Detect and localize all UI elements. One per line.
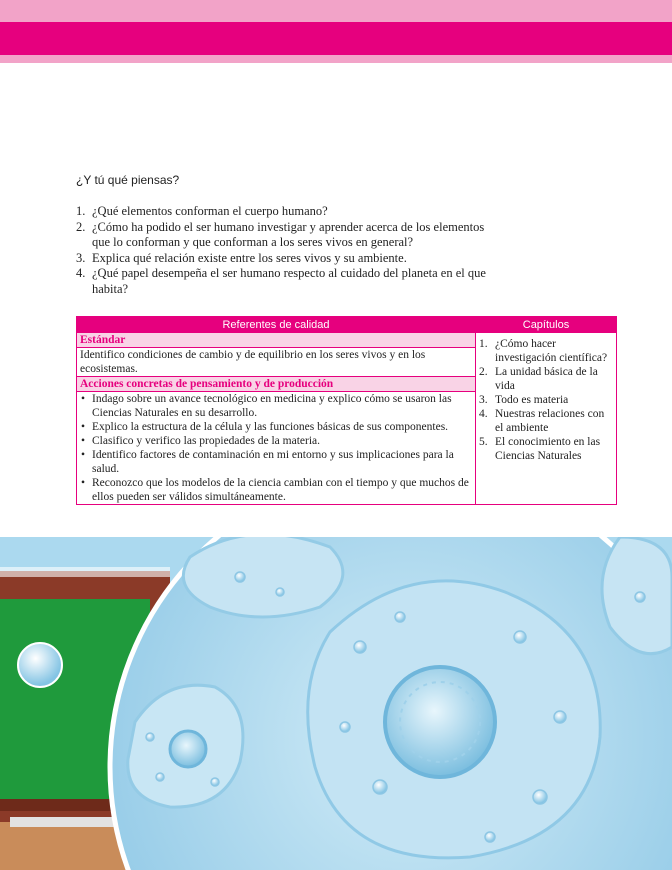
actions-label: Acciones concretas de pensamiento y de producción <box>77 377 476 392</box>
bullet-icon: • <box>81 435 86 447</box>
action-item <box>80 434 472 448</box>
question-item <box>76 220 496 251</box>
action-item <box>80 420 472 434</box>
chapter-item <box>479 365 613 393</box>
chapter-number: 1. <box>479 338 488 350</box>
cell-top <box>183 537 343 617</box>
actions-cell <box>77 392 476 505</box>
petri-dish-icon <box>18 643 62 687</box>
bullet-icon: • <box>81 477 86 489</box>
question-text: Explica qué relación existe entre los seres vivos y su ambiente. <box>92 250 407 265</box>
question-text: ¿Qué elementos conforman el cuerpo humano? <box>92 204 328 218</box>
action-text: Indago sobre un avance tecnológico en medicina y explico cómo se usaron las Ciencias Naturales en su desarrollo. <box>92 393 452 419</box>
chapter-number: 3. <box>479 394 488 406</box>
chapter-text: El conocimiento en las Ciencias Naturales <box>495 436 601 462</box>
action-text: Clasifico y verifico las propiedades de la materia. <box>92 435 320 447</box>
question-text: ¿Qué papel desempeña el ser humano respecto al cuidado del planeta en el que habita? <box>92 266 486 296</box>
action-text: Identifico factores de contaminación en mi entorno y sus implicaciones para la salud. <box>92 449 454 475</box>
action-item <box>80 448 472 476</box>
header-band <box>0 22 672 55</box>
table-header-referents: Referentes de calidad <box>77 317 476 333</box>
question-text: ¿Cómo ha podido el ser humano investigar y aprender acerca de los elementos que lo conforman y que conforman a los seres vivos en general? <box>92 219 485 249</box>
header-band-bottom <box>0 55 672 63</box>
action-list <box>80 392 472 504</box>
quality-table <box>76 316 617 505</box>
question-item <box>76 204 496 220</box>
chapter-text: ¿Cómo hacer investigación científica? <box>495 338 608 364</box>
action-text: Reconozco que los modelos de la ciencia cambian con el tiempo y que muchos de ellos pueden ser válidos simultáneamente. <box>92 477 469 503</box>
chapter-list <box>479 333 613 463</box>
chapter-item <box>479 435 613 463</box>
microscope-cells-illustration <box>0 537 672 870</box>
chapter-text: La unidad básica de la vida <box>495 366 598 392</box>
question-number: 4. <box>76 266 86 280</box>
question-number: 2. <box>76 219 86 234</box>
bullet-icon: • <box>81 393 86 405</box>
question-list <box>76 204 496 297</box>
section-title: ¿Y tú qué piensas? <box>76 173 180 187</box>
bullet-icon: • <box>81 449 86 461</box>
chapter-number: 4. <box>479 408 488 420</box>
chapter-text: Todo es materia <box>495 394 569 406</box>
chapter-number: 2. <box>479 366 488 378</box>
chapter-number: 5. <box>479 436 488 448</box>
question-number: 1. <box>76 204 86 218</box>
table-header-chapters: Capítulos <box>476 317 617 333</box>
action-item <box>80 476 472 504</box>
action-text: Explico la estructura de la célula y las funciones básicas de sus componentes. <box>92 421 449 433</box>
chapters-cell <box>476 333 617 505</box>
chapter-item <box>479 393 613 407</box>
question-item <box>76 251 496 267</box>
chapter-item <box>479 407 613 435</box>
standard-text: Identifico condiciones de cambio y de equilibrio en los seres vivos y en los ecosistemas. <box>77 348 476 377</box>
action-item <box>80 392 472 420</box>
question-item <box>76 266 496 297</box>
question-number: 3. <box>76 250 86 265</box>
bullet-icon: • <box>81 421 86 433</box>
chapter-item <box>479 337 613 365</box>
standard-label: Estándar <box>77 333 476 348</box>
chapter-text: Nuestras relaciones con el ambiente <box>495 408 605 434</box>
header-band-light <box>0 0 672 22</box>
